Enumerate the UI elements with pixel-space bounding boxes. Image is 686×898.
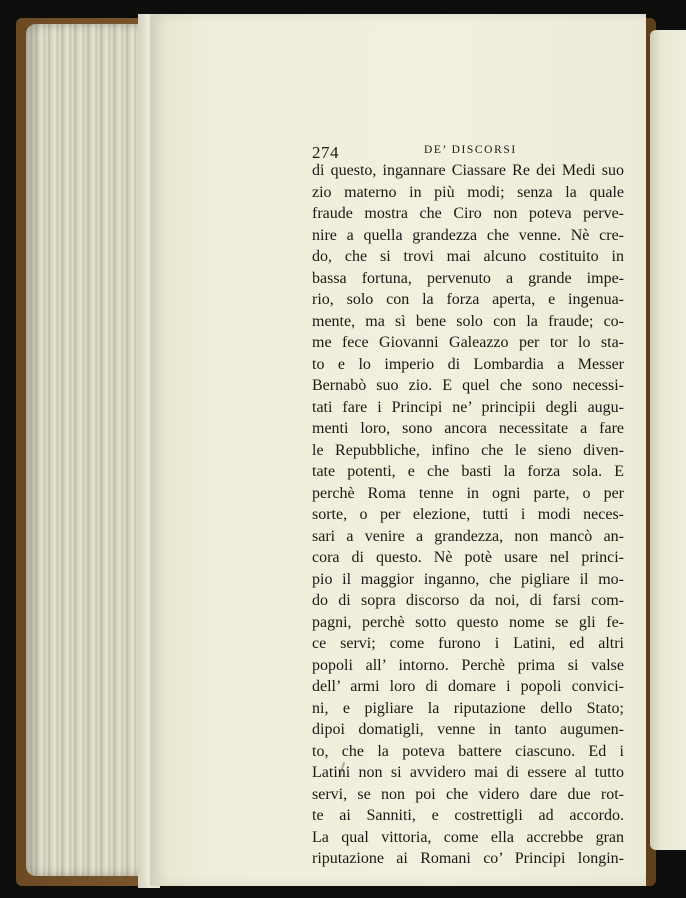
- text-line: ni, e pigliare la riputazione dello Stato;: [312, 699, 624, 717]
- body-text: [312, 160, 624, 870]
- text-line: fraude mostra che Ciro non poteva perve-: [312, 205, 624, 222]
- text-line: to e lo imperio di Lombardia a Messer: [312, 355, 624, 373]
- text-line: perchè Roma tenne in ogni parte, o per: [312, 484, 624, 502]
- page-header: [312, 143, 624, 161]
- text-line: servi, se non poi che videro dare due rot-: [312, 785, 624, 803]
- text-line: me fece Giovanni Galeazzo per tor lo sta-: [312, 334, 624, 351]
- text-line: popoli all’ intorno. Perchè prima si valse: [312, 656, 624, 674]
- page-edges: [26, 24, 154, 876]
- text-line: do di sopra discorso da noi, di farsi com-: [312, 592, 624, 609]
- text-line: Bernabò suo zio. E quel che sono necessi-: [312, 377, 624, 394]
- text-line: te ai Sanniti, e costrettigli ad accordo.: [312, 807, 624, 824]
- text-line: bassa fortuna, pervenuto a grande impe-: [312, 269, 624, 287]
- text-line: sari a venire a grandezza, non mancò an-: [312, 527, 624, 545]
- text-line: zio materno in più modi; senza la quale: [312, 183, 624, 201]
- text-line: riputazione ai Romani co’ Principi longin-: [312, 850, 624, 867]
- text-line: tate potenti, e che basti la forza sola. E: [312, 463, 624, 480]
- text-line: sorte, o per elezione, tutti i modi neces-: [312, 506, 624, 523]
- text-line: dell’ armi loro di domare i popoli convici-: [312, 678, 624, 695]
- text-line: tati fare i Principi ne’ principii degli augu-: [312, 398, 624, 416]
- text-line: rio, solo con la forza aperta, e ingenua-: [312, 291, 624, 308]
- text-line: ce servi; come furono i Latini, ed altri: [312, 635, 624, 652]
- text-line: La qual vittoria, come ella accrebbe gran: [312, 828, 624, 846]
- text-line: Latini non si avvidero mai di essere al tutto: [312, 764, 624, 781]
- text-line: mente, ma sì bene solo con la fraude; co-: [312, 312, 624, 330]
- text-line: do, che si trovi mai alcuno costituito in: [312, 248, 624, 265]
- text-line: pagni, perchè sotto questo nome se gli fe-: [312, 613, 624, 631]
- running-head: DE’ DISCORSI: [424, 144, 517, 156]
- text-line: dipoi domatigli, venne in tanto augumen-: [312, 721, 624, 738]
- right-page-edge: [650, 30, 686, 850]
- text-line: nire a quella grandezza che venne. Nè cre-: [312, 226, 624, 244]
- page-number: 274: [312, 143, 339, 162]
- text-line: di questo, ingannare Ciassare Re dei Medi suo: [312, 162, 624, 179]
- text-line: pio il maggior inganno, che pigliare il mo-: [312, 570, 624, 588]
- text-line: le Repubbliche, infino che le sieno diven-: [312, 441, 624, 459]
- text-line: menti loro, sono ancora necessitate a fare: [312, 420, 624, 437]
- text-line: to, che la poteva battere ciascuno. Ed i: [312, 742, 624, 760]
- text-line: cora di questo. Nè potè usare nel princi-: [312, 549, 624, 566]
